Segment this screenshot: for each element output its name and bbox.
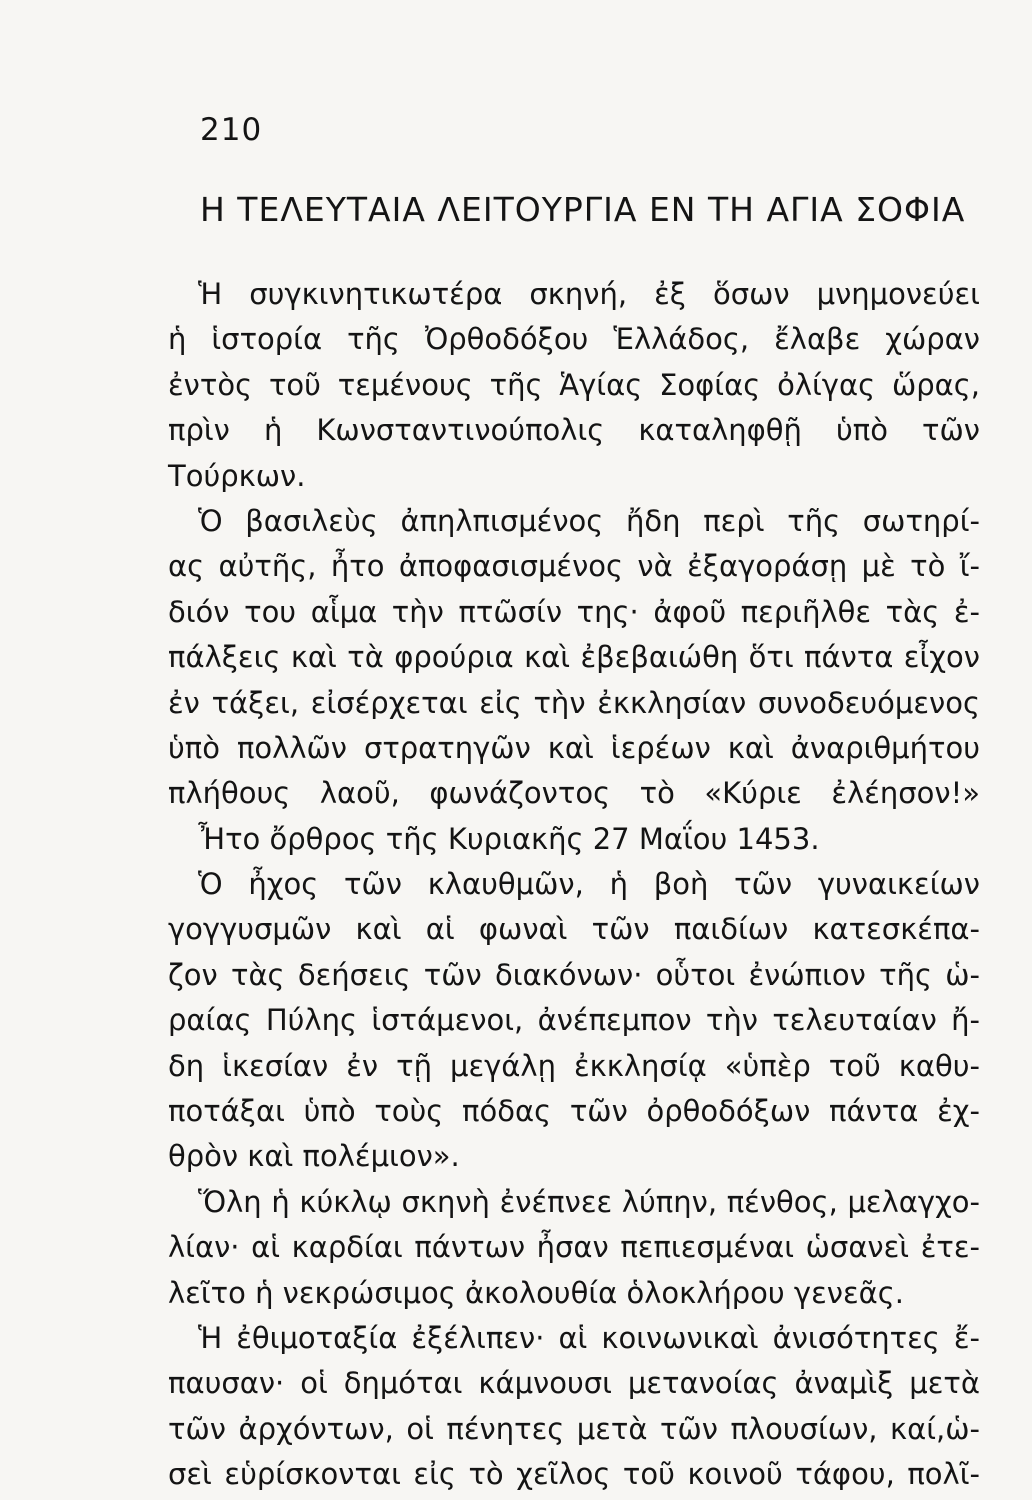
text-line: παυσαν· οἱ δημόται κάμνουσι μετανοίας ἀναμὶξ μετὰ: [168, 1366, 980, 1401]
text-line: Ὁ ἦχος τῶν κλαυθμῶν, ἡ βοὴ τῶν γυναικείων: [198, 867, 980, 902]
text-line: τῶν ἀρχόντων, οἱ πένητες μετὰ τῶν πλουσίων, καί,ὡ-: [168, 1411, 980, 1446]
text-line: Ἡ συγκινητικωτέρα σκηνή, ἐξ ὅσων μνημονεύει: [198, 277, 980, 311]
text-line: γογγυσμῶν καὶ αἱ φωναὶ τῶν παιδίων κατεσκέπα-: [168, 912, 980, 947]
text-line: πάλξεις καὶ τὰ φρούρια καὶ ἐβεβαιώθη ὅτι πάντα εἶχον: [168, 640, 980, 675]
text-line: ας αὐτῆς, ἦτο ἀποφασισμένος νὰ ἐξαγοράσῃ μὲ τὸ ἴ-: [168, 549, 980, 584]
text-line: σεὶ εὑρίσκονται εἰς τὸ χεῖλος τοῦ κοινοῦ τάφου, πολῖ-: [168, 1457, 980, 1492]
text-line: ἐν τάξει, εἰσέρχεται εἰς τὴν ἐκκλησίαν συνοδευόμενος: [168, 685, 980, 720]
text-line: Τούρκων.: [168, 458, 306, 493]
text-line: Ὁ βασιλεὺς ἀπηλπισμένος ἤδη περὶ τῆς σωτηρί-: [198, 503, 980, 538]
text-line: πρὶν ἡ Κωνσταντινούπολις καταληφθῇ ὑπὸ τῶν: [168, 413, 980, 448]
text-line: ἡ ἱστορία τῆς Ὀρθοδόξου Ἑλλάδος, ἔλαβε χώραν: [168, 322, 980, 357]
text-line: διόν του αἷμα τὴν πτῶσίν της· ἀφοῦ περιῆλθε τὰς ἐ-: [168, 594, 980, 629]
chapter-title: Η ΤΕΛΕΥΤΑΙΑ ΛΕΙΤΟΥΡΓΙΑ ΕΝ ΤΗ ΑΓΙΑ ΣΟΦΙΑ: [200, 190, 966, 229]
text-line: ὑπὸ πολλῶν στρατηγῶν καὶ ἱερέων καὶ ἀναριθμήτου: [168, 730, 980, 765]
body-text: [168, 272, 980, 1498]
text-line: λίαν· αἱ καρδίαι πάντων ἦσαν πεπιεσμέναι ὡσανεὶ ἐτε-: [168, 1230, 980, 1265]
text-line: δη ἱκεσίαν ἐν τῇ μεγάλῃ ἐκκλησίᾳ «ὑπὲρ τοῦ καθυ-: [168, 1048, 980, 1083]
text-line: ἐντὸς τοῦ τεμένους τῆς Ἁγίας Σοφίας ὀλίγας ὥρας,: [168, 367, 980, 402]
page-number: 210: [200, 112, 263, 148]
text-line: Ἦτο ὄρθρος τῆς Κυριακῆς 27 Μαΐου 1453.: [198, 821, 820, 856]
text-line: θρὸν καὶ πολέμιον».: [168, 1139, 460, 1174]
text-line: Ὅλη ἡ κύκλῳ σκηνὴ ἐνέπνεε λύπην, πένθος, μελαγχο-: [198, 1184, 980, 1219]
text-line: πλήθους λαοῦ, φωνάζοντος τὸ «Κύριε ἐλέησον!»: [168, 776, 980, 811]
text-line: Ἡ ἐθιμοταξία ἐξέλιπεν· αἱ κοινωνικαὶ ἀνισότητες ἔ-: [198, 1320, 980, 1355]
text-line: ραίας Πύλης ἱστάμενοι, ἀνέπεμπον τὴν τελευταίαν ἤ-: [168, 1003, 980, 1038]
text-line: λεῖτο ἡ νεκρώσιμος ἀκολουθία ὁλοκλήρου γενεᾶς.: [168, 1275, 904, 1310]
text-line: ποτάξαι ὑπὸ τοὺς πόδας τῶν ὀρθοδόξων πάντα ἐχ-: [168, 1094, 980, 1129]
text-line: ζον τὰς δεήσεις τῶν διακόνων· οὗτοι ἐνώπιον τῆς ὡ-: [168, 957, 980, 992]
